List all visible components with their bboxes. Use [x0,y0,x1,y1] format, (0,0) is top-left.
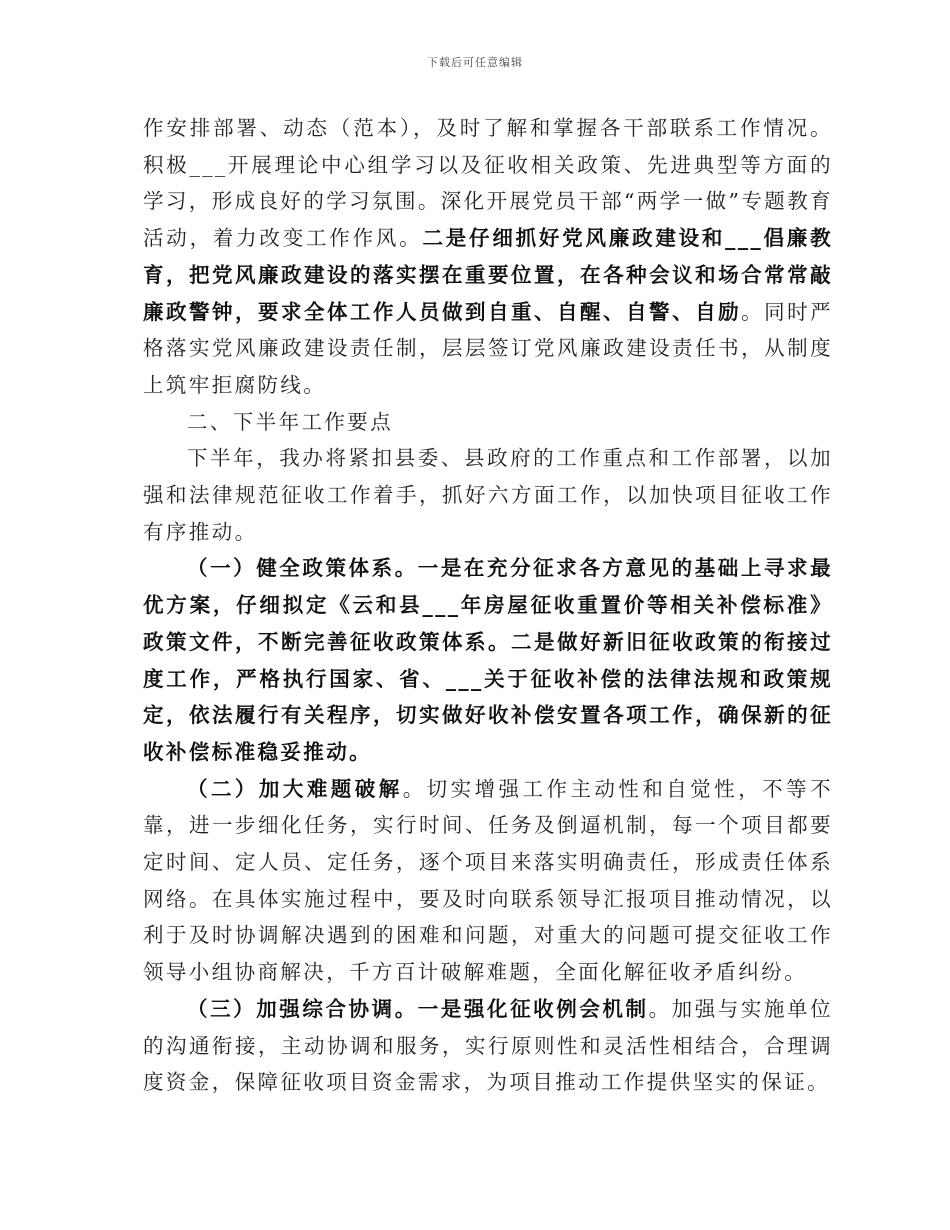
bold-text-run: 二是仔细抓好党风廉政建设和___倡廉教育，把党风廉政建设的落实摆在重要位置，在各种会议和场合常常敲廉政警钟，要求全体工作人员做到自重、自醒、自警、自励 [143,226,833,324]
text-run: 。同时严格落实党风廉政建设责任制，层层签订党风廉政建设责任书，从制度上筑牢拒腐防线。 [143,299,833,397]
text-run: 。切实增强工作主动性和自觉性，不等不靠，进一步细化任务，实行时间、任务及倒逼机制，每一个项目都要定时间、定人员、定任务，逐个项目来落实明确责任，形成责任体系网络。在具体实施过程中，要及时向联系领导汇报项目推动情况，以利于及时协调解决遇到的困难和问题，对重大的问题可提交征收工作领导小组协商解决，千方百计破解难题，全面化解征收矛盾纠纷。 [143,776,833,985]
text-run: 。加强与实施单位的沟通衔接，主动协调和服务，实行原则性和灵活性相结合，合理调度资金，保障征收项目资金需求，为项目推动工作提供坚实的保证。 [143,996,834,1095]
page-header: 下载后可任意编辑 [427,56,523,69]
document-body [143,110,833,1101]
text-run: 下半年，我办将紧扣县委、县政府的工作重点和工作部署，以加强和法律规范征收工作着手，抓好六方面工作，以加快项目征收工作有序推动。 [143,446,833,544]
paragraph [143,991,833,1101]
text-run: 作安排部署、动态（范本），及时了解和掌握各干部联系工作情况。积极___开展理论中心组学习以及征收相关政策、先进典型等方面的学习，形成良好的学习氛围。深化开展党员干部“两学一做”专题教育活动，着力改变工作作风。 [143,116,833,251]
paragraph [143,440,833,550]
text-run: 二、下半年工作要点 [187,409,394,434]
bold-text-run: （一）健全政策体系。一是在充分征求各方意见的基础上寻求最优方案，仔细拟定《云和县___年房屋征收重置价等相关补偿标准》政策文件，不断完善征收政策体系。二是做好新旧征收政策的衔接过度工作，严格执行国家、省、___关于征收补偿的法律法规和政策规定，依法履行有关程序，切实做好收补偿安置各项工作，确保新的征收补偿标准稳妥推动。 [143,556,833,764]
bold-text-run: （三）加强综合协调。一是强化征收例会机制 [187,996,649,1021]
paragraph [143,550,833,770]
paragraph [143,110,833,404]
paragraph [143,771,833,991]
bold-text-run: （二）加大难题破解 [187,776,403,801]
paragraph [143,404,833,441]
